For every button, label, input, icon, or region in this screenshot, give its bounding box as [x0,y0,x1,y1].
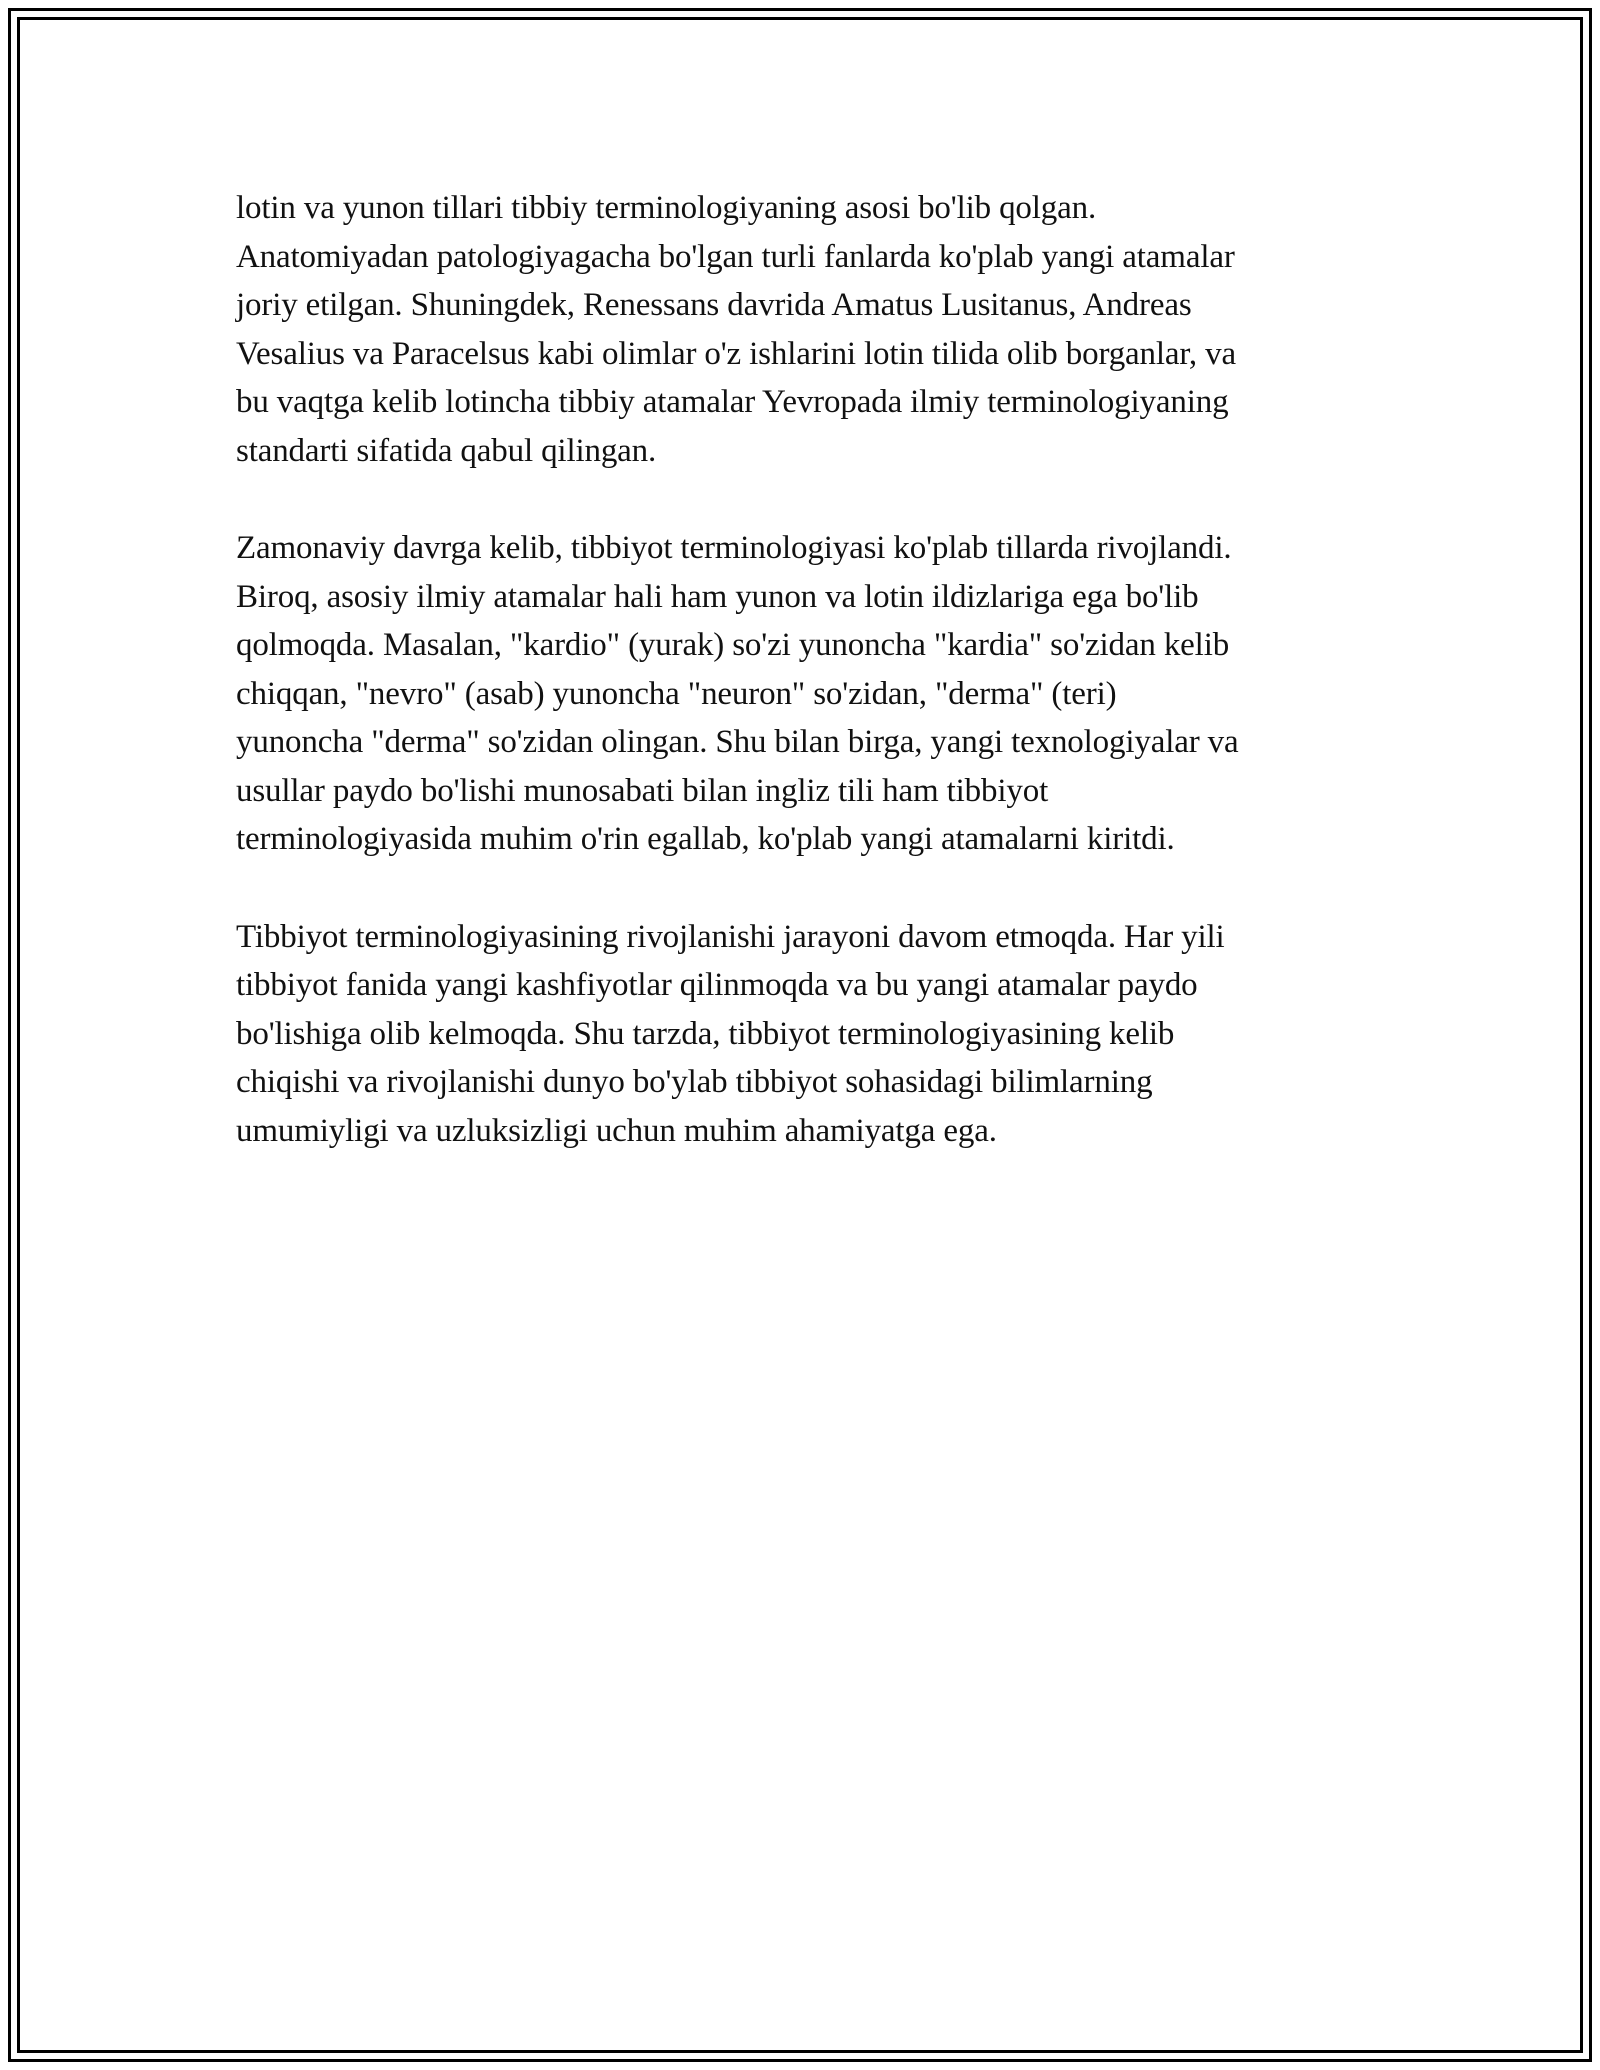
text-line: standarti sifatida qabul qilingan. [236,432,657,469]
text-line: bu vaqtga kelib lotincha tibbiy atamalar Yevropada ilmiy terminologiyaning [236,384,1229,420]
text-line: joriy etilgan. Shuningdek, Renessans davrida Amatus Lusitanus, Andreas [236,287,1192,323]
paragraph-1 [236,184,1386,475]
text-line: Tibbiyot terminologiyasining rivojlanishi jarayoni davom etmoqda. Har yili [236,918,1225,955]
text-line: tibbiyot fanida yangi kashfiyotlar qilinmoqda va bu yangi atamalar paydo [236,967,1198,1003]
text-line: Zamonaviy davrga kelib, tibbiyot terminologiyasi ko'plab tillarda rivojlandi. [236,530,1232,566]
text-line: umumiyligi va uzluksizligi uchun muhim ahamiyatga ega. [236,1112,997,1149]
text-line: chiqishi va rivojlanishi dunyo bo'ylab tibbiyot sohasidagi bilimlarning [236,1064,1153,1100]
text-line: yunoncha "derma" so'zidan olingan. Shu bilan birga, yangi texnologiyalar va [236,724,1239,760]
text-line: Biroq, asosiy ilmiy atamalar hali ham yunon va lotin ildizlariga ega bo'lib [236,578,1199,615]
text-line: bo'lishiga olib kelmoqda. Shu tarzda, tibbiyot terminologiyasining kelib [236,1015,1175,1052]
text-line: usullar paydo bo'lishi munosabati bilan ingliz tili ham tibbiyot [236,772,1049,809]
paragraph-2 [236,524,1386,864]
text-line: Anatomiyadan patologiyagacha bo'lgan turli fanlarda ko'plab yangi atamalar [236,238,1235,275]
text-line: qolmoqda. Masalan, "kardio" (yurak) so'zi yunoncha "kardia" so'zidan kelib [236,627,1230,663]
document-body [236,184,1386,1204]
text-line: Vesalius va Paracelsus kabi olimlar o'z ishlarini lotin tilida olib borganlar, va [236,335,1236,372]
text-line: terminologiyasida muhim o'rin egallab, ko'plab yangi atamalarni kiritdi. [236,821,1175,857]
paragraph-3 [236,913,1386,1156]
text-line: chiqqan, "nevro" (asab) yunoncha "neuron" so'zidan, "derma" (teri) [236,675,1117,712]
text-line: lotin va yunon tillari tibbiy terminologiyaning asosi bo'lib qolgan. [236,190,1097,226]
